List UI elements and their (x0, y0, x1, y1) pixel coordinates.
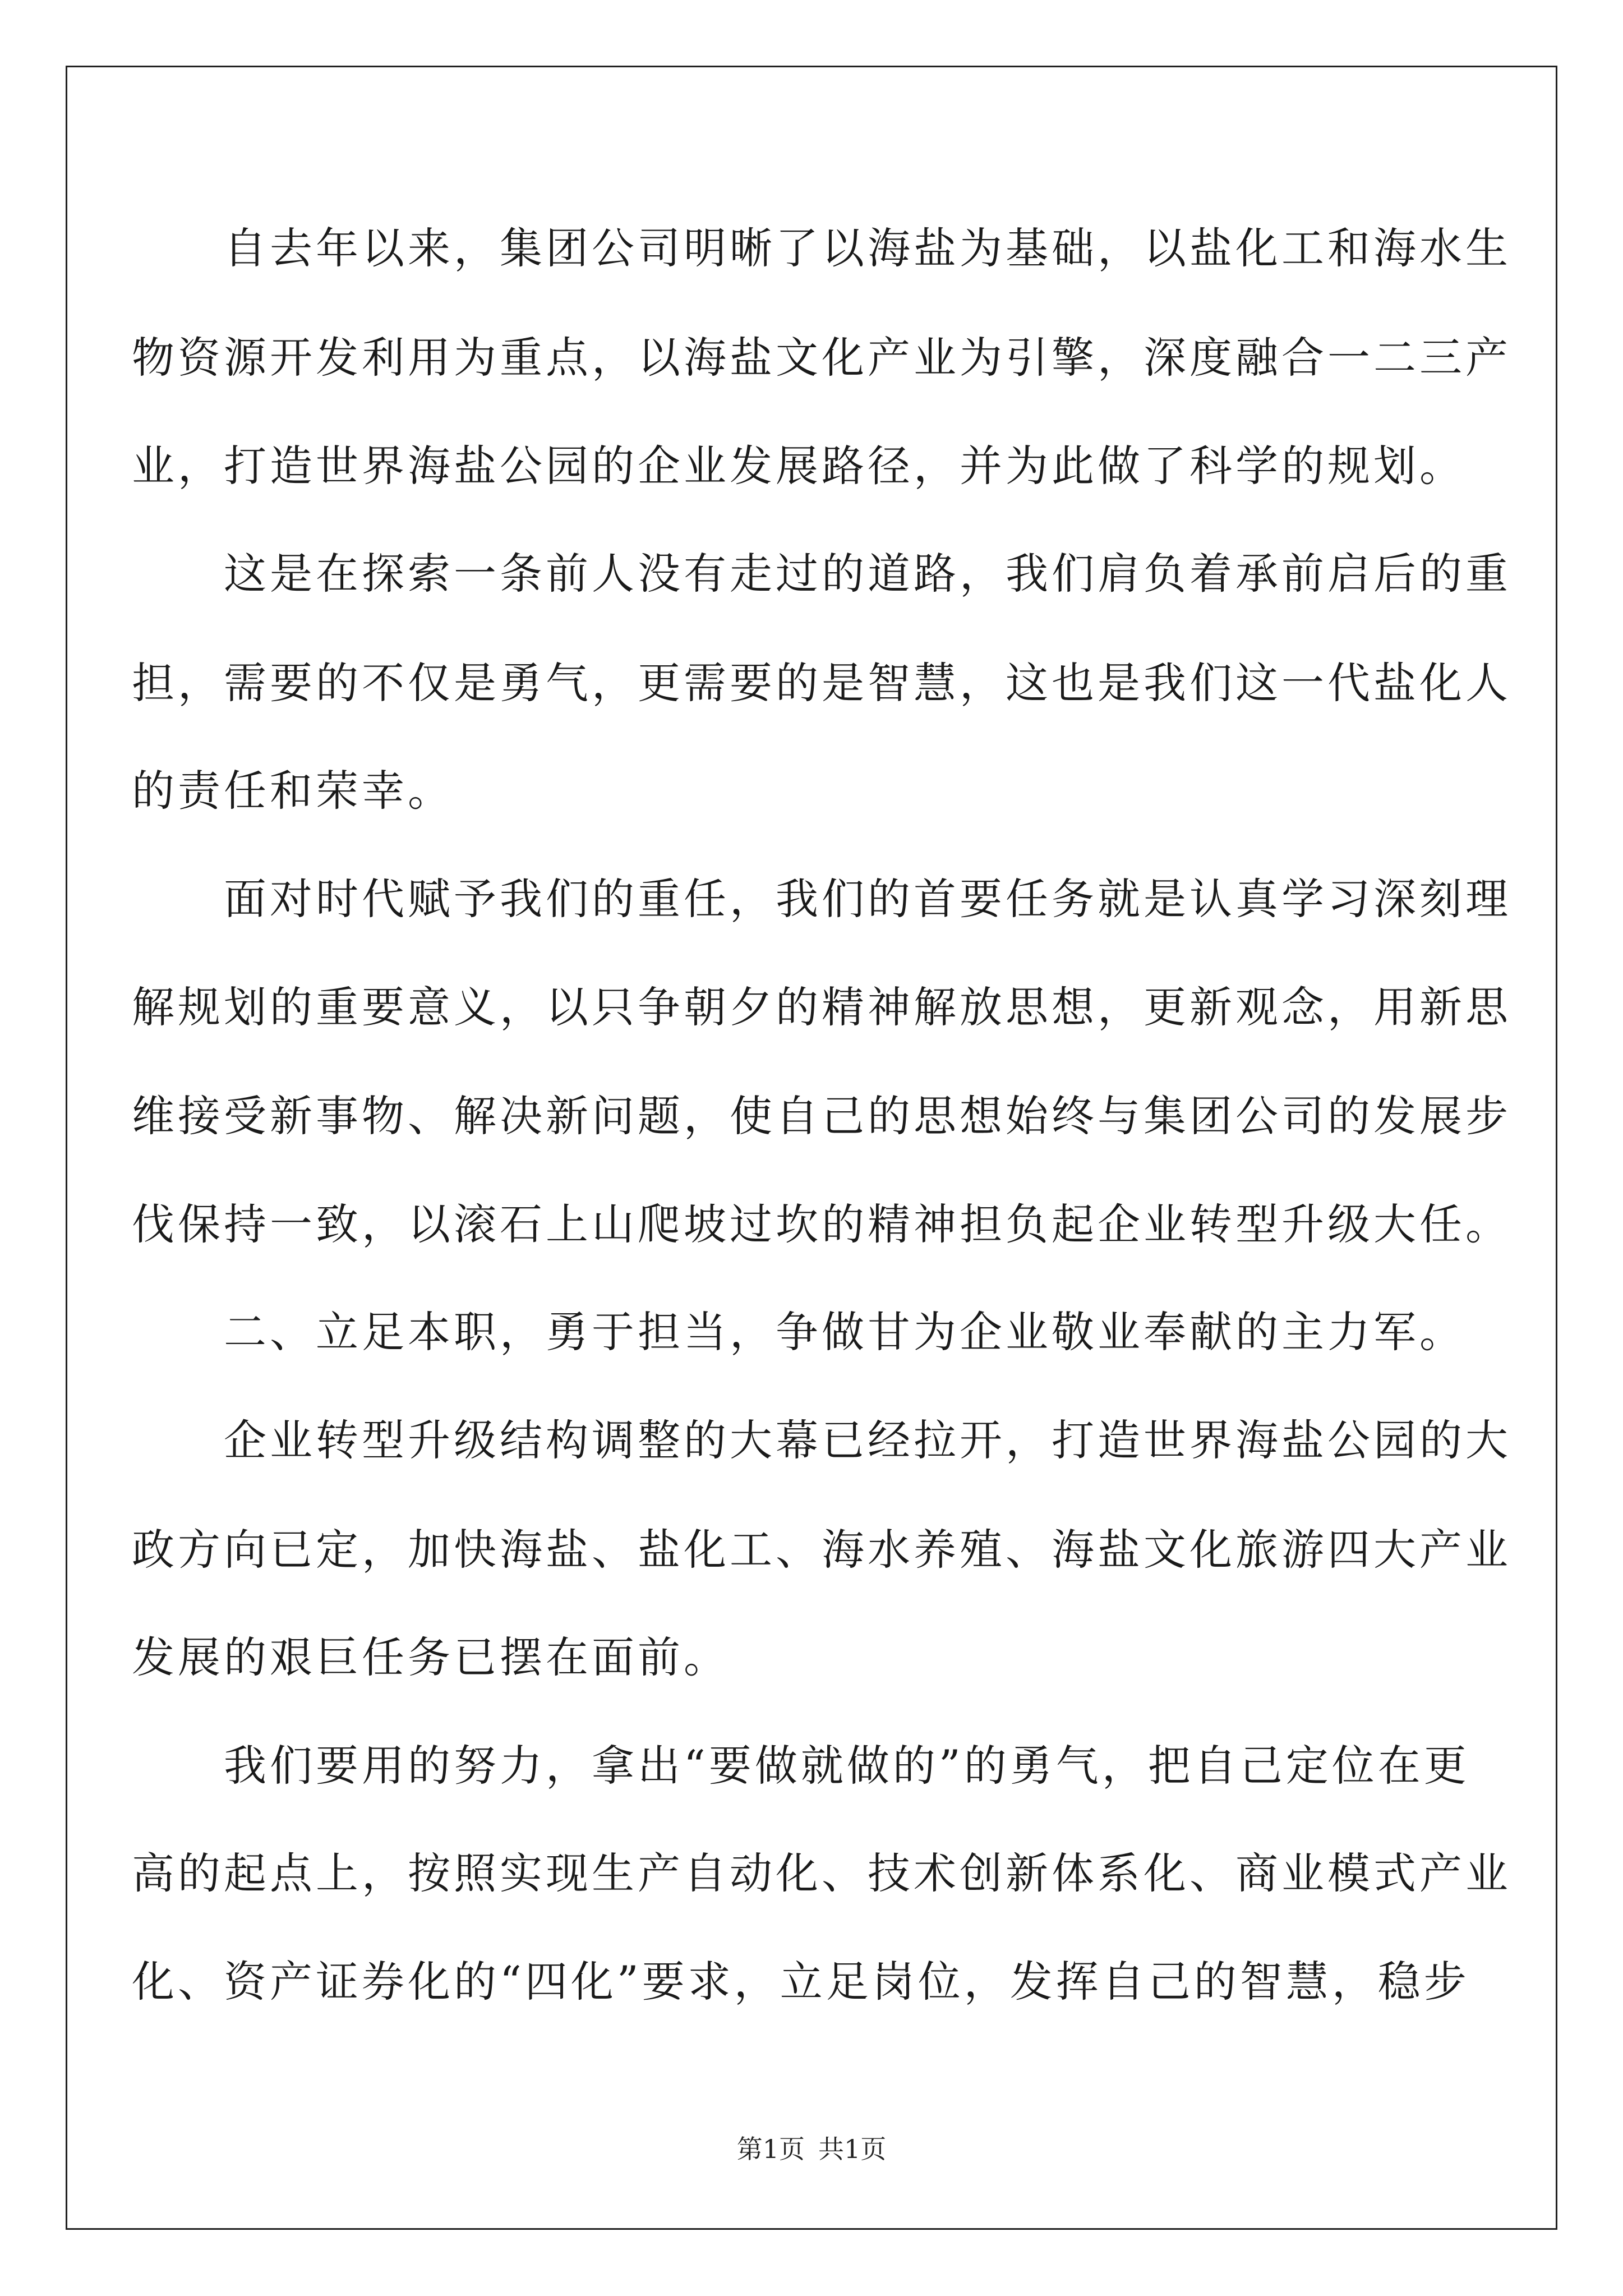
text-line: 这是在探索一条前人没有走过的道路，我们肩负着承前启后的重 (132, 549, 1511, 599)
text-line: 的责任和荣幸。 (132, 766, 454, 816)
page-footer (0, 2136, 1623, 2162)
text-line: 担，需要的不仅是勇气，更需要的是智慧，这也是我们这一代盐化人 (132, 658, 1511, 708)
text-line: 自去年以来，集团公司明晰了以海盐为基础，以盐化工和海水生 (132, 223, 1511, 273)
page-number: 第1页 (736, 2134, 805, 2164)
text-line: 伐保持一致，以滚石上山爬坡过坎的精神担负起企业转型升级大任。 (132, 1199, 1511, 1249)
text-line: 物资源开发利用为重点，以海盐文化产业为引擎，深度融合一二三产 (132, 333, 1511, 383)
text-line: 发展的艰巨任务已摆在面前。 (132, 1632, 730, 1682)
text-line: 政方向已定，加快海盐、盐化工、海水养殖、海盐文化旅游四大产业 (132, 1525, 1511, 1575)
text-line: 化、资产证券化的“四化”要求，立足岗位，发挥自己的智慧，稳步 (132, 1957, 1470, 2007)
text-line: 二、立足本职，勇于担当，争做甘为企业敬业奉献的主力军。 (132, 1307, 1465, 1357)
text-line: 我们要用的努力，拿出“要做就做的”的勇气，把自己定位在更 (132, 1741, 1470, 1791)
text-line: 高的起点上，按照实现生产自动化、技术创新体系化、商业模式产业 (132, 1848, 1511, 1898)
text-line: 面对时代赋予我们的重任，我们的首要任务就是认真学习深刻理 (132, 874, 1511, 924)
text-line: 解规划的重要意义，以只争朝夕的精神解放思想，更新观念，用新思 (132, 982, 1511, 1032)
page-total: 共1页 (818, 2134, 887, 2164)
page-border (66, 66, 1557, 2230)
text-line: 企业转型升级结构调整的大幕已经拉开，打造世界海盐公园的大 (132, 1415, 1511, 1465)
text-line: 维接受新事物、解决新问题，使自己的思想始终与集团公司的发展步 (132, 1091, 1511, 1141)
text-line: 业，打造世界海盐公园的企业发展路径，并为此做了科学的规划。 (132, 441, 1465, 491)
